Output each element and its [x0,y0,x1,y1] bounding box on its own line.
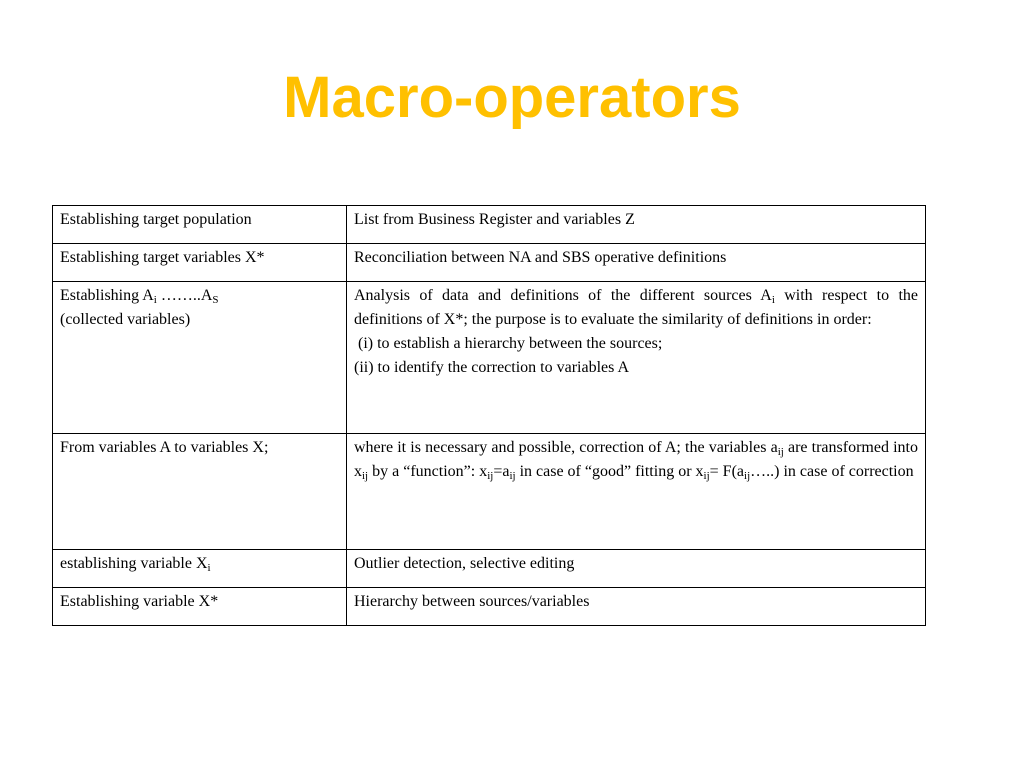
table-row [53,282,926,434]
table-cell-right [347,282,926,434]
cell-line [60,284,339,308]
subscript: S [212,294,219,306]
subscript: ij [703,470,710,482]
table-row [53,550,926,588]
cell-list-item: (i) to establish a hierarchy between the sources; [358,335,663,352]
table-row [53,588,926,626]
cell-text: establishing variable X [60,555,208,572]
table-cell-right: Outlier detection, selective editing [347,550,926,588]
table-cell-right: Reconciliation between NA and SBS operative definitions [347,244,926,282]
cell-text: in case of “good” fitting or x [515,463,704,480]
cell-text: by a “function”: x [368,463,488,480]
cell-text: …..) in case of correction [750,463,914,480]
cell-text: with respect to the definitions of X*; the purpose is to evaluate the similarity of definitions in order: [354,287,918,328]
macro-operators-table [52,205,926,626]
subscript: ij [509,470,516,482]
table-cell-left: Establishing target population [53,206,347,244]
cell-text: = F(a [709,463,745,480]
table-cell-left [53,550,347,588]
subscript: ij [744,470,751,482]
table-cell-right: List from Business Register and variables Z [347,206,926,244]
table-cell-left: From variables A to variables X; [53,434,347,550]
subscript: i [771,294,775,306]
table-cell-right [347,434,926,550]
table-cell-left [53,282,347,434]
cell-text: =a [493,463,510,480]
subscript: ij [777,446,784,458]
cell-line: (collected variables) [60,311,191,328]
cell-text: are transformed into x [354,439,918,480]
cell-text: ……..A [156,287,213,304]
table-cell-right: Hierarchy between sources/variables [347,588,926,626]
cell-text: Establishing A [60,287,154,304]
table-row [53,244,926,282]
subscript: ij [487,470,494,482]
subscript: ij [362,470,369,482]
cell-paragraph [354,284,918,332]
slide-title: Macro-operators [283,65,741,130]
subscript: i [153,294,157,306]
table-cell-left: Establishing target variables X* [53,244,347,282]
table-cell-left: Establishing variable X* [53,588,347,626]
table-row [53,434,926,550]
cell-text: Analysis of data and definitions of the different sources A [354,287,772,304]
cell-list-item: (ii) to identify the correction to variables A [354,359,630,376]
subscript: i [207,562,211,574]
table-row [53,206,926,244]
cell-text: where it is necessary and possible, correction of A; the variables a [354,439,778,456]
